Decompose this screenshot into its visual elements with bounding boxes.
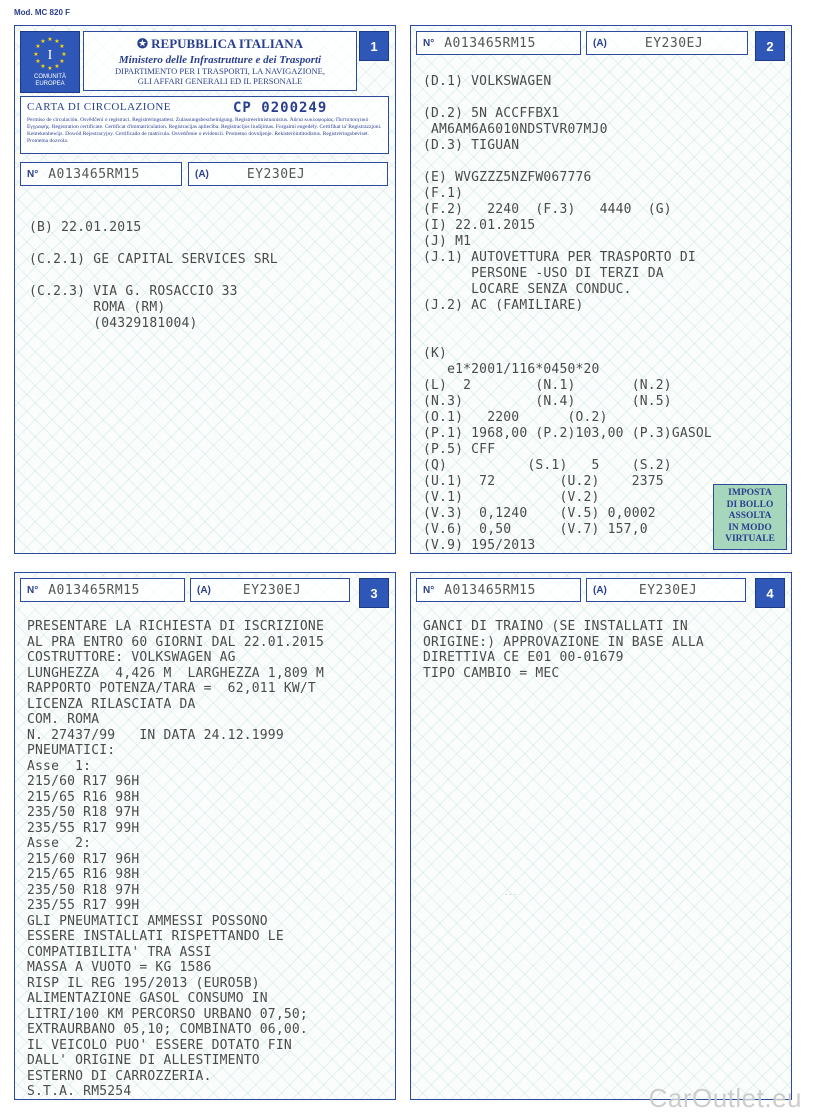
doc-number-box <box>20 578 185 602</box>
doc-number-value: A013465RM15 <box>444 582 536 598</box>
svg-text:★: ★ <box>47 65 53 72</box>
multilingual-titles: Permiso de circulación. Osvědčení o registraci. Registreringsattest. Zulassungsbescheinigung. Registreerimistunnistus. Άδεια κυκλοφορίας. Πιστοποιητικό Εγγραφής. Registration certificate. Certificat d'immatriculation. Registracijas apliecība. Registracijos liudijimas. Forgalmi engedély. Certifikat ta' Registrazzjoni. Kentekenbewijs. Dowód Rejestracyjny. Certificado de matrícula. Osvedčenie o evidencii. Prometno dovoljenje. Rekisteröintitodistus. Registreringsbeviset. Prometna dozvola. <box>27 117 382 144</box>
doc-number-box <box>20 162 182 186</box>
eu-stars-icon <box>30 35 70 73</box>
department-line-2: GLI AFFARI GENERALI ED IL PERSONALE <box>137 76 303 86</box>
doc-number-box <box>416 578 581 602</box>
plate-label: (A) <box>593 584 607 596</box>
eu-label: COMUNITÀ EUROPEA <box>34 74 66 87</box>
svg-text:★: ★ <box>40 63 46 70</box>
panel-number-badge: 1 <box>359 31 389 61</box>
doc-number-label: N° <box>423 37 435 49</box>
svg-text:★: ★ <box>47 36 53 43</box>
doc-number-label: N° <box>27 584 39 596</box>
panel-1-body: (B) 22.01.2015 (C.2.1) GE CAPITAL SERVICES SRL (C.2.3) VIA G. ROSACCIO 33 ROMA (RM) (04329181004) <box>29 220 278 331</box>
doc-number-label: N° <box>423 584 435 596</box>
cp-number: CP 0200249 <box>233 100 328 116</box>
panel-2-body: (D.1) VOLKSWAGEN (D.2) 5N ACCFFBX1 AM6AM6A6010NDSTVR07MJ0 (D.3) TIGUAN (E) WVGZZZ5NZFW067776 (F.1) (F.2) 2240 (F.3) 4440 (G) (I) 22.01.2015 (J) M1 (J.1) AUTOVETTURA PER TRASPORTO DI PERSONE -USO DI TERZI DA LOCARE SENZA CONDUC. (J.2) AC (FAMILIARE) (K) e1*2001/116*0450*20 (L) 2 (N.1) (N.2) (N.3) (N.4) (N.5) (O.1) 2200 (O.2) (P.1) 1968,00 (P.2)103,00 (P.3)GASOL (P.5) CFF (Q) (S.1) 5 (S.2) (U.1) 72 (U.2) 2375 (V.1) (V.2) (V.3) 0,1240 (V.5) 0,0002 (V.6) 0,50 (V.7) 157,0 (V.9) 195/2013 <box>423 74 712 553</box>
plate-label: (A) <box>197 584 211 596</box>
doc-number-label: N° <box>27 168 39 180</box>
panel-number-badge: 2 <box>755 31 785 61</box>
panel-1 <box>14 25 396 554</box>
plate-label: (A) <box>195 168 209 180</box>
form-model-code: Mod. MC 820 F <box>14 8 71 17</box>
plate-value: EY230EJ <box>246 166 306 182</box>
svg-text:★: ★ <box>35 43 41 50</box>
doc-number-value: A013465RM15 <box>48 582 140 598</box>
svg-text:★: ★ <box>40 38 46 45</box>
panel-number-badge: 4 <box>755 578 785 608</box>
ministry-name: Ministero delle Infrastrutture e dei Trasporti <box>118 54 322 66</box>
plate-value: EY230EJ <box>638 582 698 598</box>
svg-text:★: ★ <box>59 58 65 65</box>
scan-dots: . . . <box>505 888 517 897</box>
panel-4 <box>410 572 792 1100</box>
republic-header <box>83 31 357 91</box>
carta-circolazione-box <box>20 96 389 154</box>
doc-number-value: A013465RM15 <box>48 166 140 182</box>
plate-box <box>586 578 746 602</box>
svg-text:★: ★ <box>54 38 60 45</box>
carta-title: CARTA DI CIRCOLAZIONE <box>27 101 172 113</box>
plate-box <box>190 578 350 602</box>
plate-value: EY230EJ <box>242 582 302 598</box>
plate-box <box>586 31 748 55</box>
eu-emblem <box>20 31 80 93</box>
panel-2 <box>410 25 792 554</box>
svg-text:★: ★ <box>35 58 41 65</box>
plate-box <box>188 162 388 186</box>
panel-4-body: GANCI DI TRAINO (SE INSTALLATI IN ORIGINE:) APPROVAZIONE IN BASE ALLA DIRETTIVA CE E01 00-01679 TIPO CAMBIO = MEC <box>423 619 704 681</box>
svg-text:★: ★ <box>61 51 67 58</box>
svg-text:★: ★ <box>54 63 60 70</box>
eu-letter: I <box>47 48 53 63</box>
svg-text:★: ★ <box>59 43 65 50</box>
panel-3 <box>14 572 396 1100</box>
emblem-icon: ✪ <box>137 36 152 51</box>
plate-value: EY230EJ <box>644 35 704 51</box>
watermark: CarOutlet.eu <box>648 1083 802 1113</box>
doc-number-value: A013465RM15 <box>444 35 536 51</box>
doc-number-box <box>416 31 581 55</box>
panel-3-body: PRESENTARE LA RICHIESTA DI ISCRIZIONE AL PRA ENTRO 60 GIORNI DAL 22.01.2015 COSTRUTTORE: VOLKSWAGEN AG LUNGHEZZA 4,426 M LARGHEZZA 1,809 M RAPPORTO POTENZA/TARA = 62,011 KW/T LICENZA RILASCIATA DA COM. ROMA N. 27437/99 IN DATA 24.12.1999 PNEUMATICI: Asse 1: 215/60 R17 96H 215/65 R16 98H 235/50 R18 97H 235/55 R17 99H Asse 2: 215/60 R17 96H 215/65 R16 98H 235/50 R18 97H 235/55 R17 99H GLI PNEUMATICI AMMESSI POSSONO ESSERE INSTALLATI RISPETTANDO LE COMPATIBILITA' TRA ASSI MASSA A VUOTO = KG 1586 RISP IL REG 195/2013 (EURO5B) ALIMENTAZIONE GASOL CONSUMO IN LITRI/100 KM PERCORSO URBANO 07,50; EXTRAURBANO 05,10; COMBINATO 06,00. IL VEICOLO PUO' ESSERE DOTATO FIN DALL' ORIGINE DI ALLESTIMENTO ESTERNO DI CARROZZERIA. S.T.A. RM5254 <box>27 619 324 1099</box>
plate-label: (A) <box>593 37 607 49</box>
republic-title: ✪ REPUBBLICA ITALIANA <box>137 36 303 51</box>
department-line-1: DIPARTIMENTO PER I TRASPORTI, LA NAVIGAZIONE, <box>115 66 325 76</box>
imposta-bollo-stamp: IMPOSTA DI BOLLO ASSOLTA IN MODO VIRTUALE <box>713 484 787 550</box>
panel-number-badge: 3 <box>359 578 389 608</box>
svg-text:★: ★ <box>33 51 39 58</box>
